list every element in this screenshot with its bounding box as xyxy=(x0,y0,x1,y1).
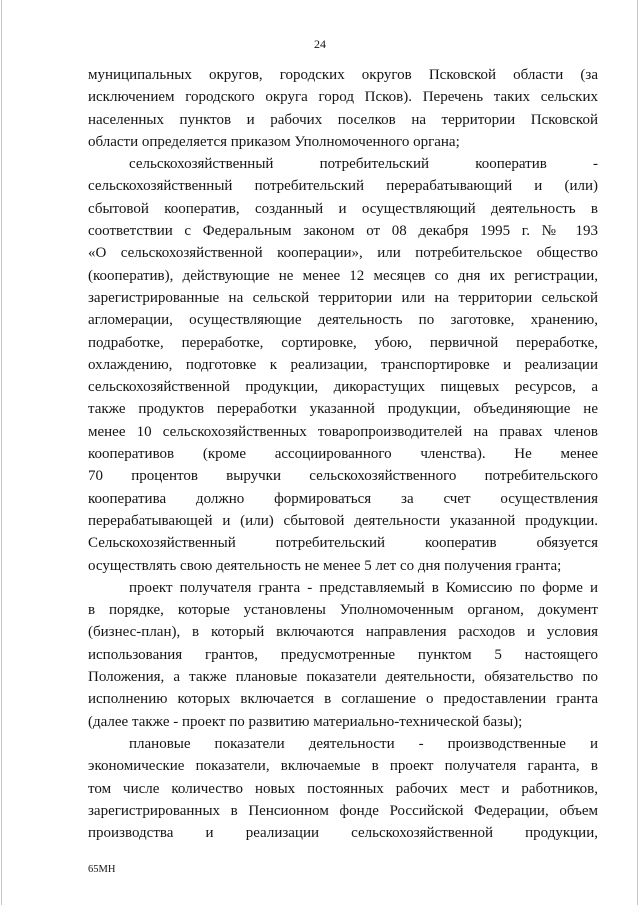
text-line: кооперативов (кроме ассоциированного членства). Не менее xyxy=(88,446,598,463)
text-line: экономические показатели, включаемые в проект получателя гаранта, в xyxy=(88,758,598,775)
body-text xyxy=(88,64,598,844)
text-line: использования грантов, предусмотренные пунктом 5 настоящего xyxy=(88,646,598,663)
text-line: соответствии с Федеральным законом от 08 декабря 1995 г. № 193 xyxy=(88,223,598,240)
text-line: кооператива должно формироваться за счет осуществления xyxy=(88,490,598,507)
text-line: менее 10 сельскохозяйственных товаропроизводителей на правах членов xyxy=(88,423,598,440)
text-line: Сельскохозяйственный потребительский кооператив обязуется xyxy=(88,535,598,552)
text-line: охлаждению, подготовке к реализации, транспортировке и реализации xyxy=(88,356,598,373)
text-line: сельскохозяйственной продукции, дикорастущих пищевых ресурсов, а xyxy=(88,379,598,396)
text-line: сбытовой кооператив, созданный и осуществляющий деятельность в xyxy=(88,200,598,217)
text-line: Положения, а также плановые показатели деятельности, обязательство по xyxy=(88,669,598,686)
text-line: том числе количество новых постоянных рабочих мест и работников, xyxy=(88,780,598,797)
text-line: области определяется приказом Уполномоченного органа; xyxy=(88,133,460,150)
text-line: производства и реализации сельскохозяйственной продукции, xyxy=(88,825,598,842)
text-line: проект получателя гранта - представляемый в Комиссию по форме и xyxy=(129,579,598,596)
text-line: подработке, переработке, сортировке, убою, первичной переработке, xyxy=(88,334,598,351)
left-scan-edge xyxy=(1,0,2,905)
text-line: также продуктов переработки указанной продукции, объединяющие не xyxy=(88,401,598,418)
text-line: 70 процентов выручки сельскохозяйственного потребительского xyxy=(88,468,598,485)
text-line: муниципальных округов, городских округов Псковской области (за xyxy=(88,67,598,83)
text-line: перерабатывающей и (или) сбытовой деятельности указанной продукции. xyxy=(88,512,598,529)
text-line: исполнению которых включается в соглашение о предоставлении гранта xyxy=(88,691,598,708)
text-line: (кооператив), действующие не менее 12 месяцев со дня их регистрации, xyxy=(88,267,598,284)
text-line: «О сельскохозяйственной кооперации», или потребительское общество xyxy=(88,245,598,262)
text-line: населенных пунктов и рабочих поселков на территории Псковской xyxy=(88,111,598,128)
footer-code: 65МН xyxy=(88,864,116,875)
text-line: плановые показатели деятельности - производственные и xyxy=(129,735,598,752)
text-line: в порядке, которые установлены Уполномоченным органом, документ xyxy=(88,602,598,619)
text-line: (далее также - проект по развитию материально-технической базы); xyxy=(88,713,523,730)
text-line: (бизнес-план), в который включаются направления расходов и условия xyxy=(88,624,598,641)
text-line: зарегистрированные на сельской территории или на территории сельской xyxy=(88,289,598,306)
text-line: осуществлять свою деятельность не менее 5 лет со дня получения гранта; xyxy=(88,557,562,574)
text-line: агломерации, осуществляющие деятельность по заготовке, хранению, xyxy=(88,312,598,329)
text-line: сельскохозяйственный потребительский кооператив - xyxy=(129,156,598,173)
text-line: сельскохозяйственный потребительский перерабатывающий и (или) xyxy=(88,178,598,195)
text-line: зарегистрированных в Пенсионном фонде Российской Федерации, объем xyxy=(88,802,598,819)
right-scan-edge xyxy=(637,0,638,905)
text-line: исключением городского округа город Псков). Перечень таких сельских xyxy=(88,89,598,106)
page-number: 24 xyxy=(314,37,326,51)
